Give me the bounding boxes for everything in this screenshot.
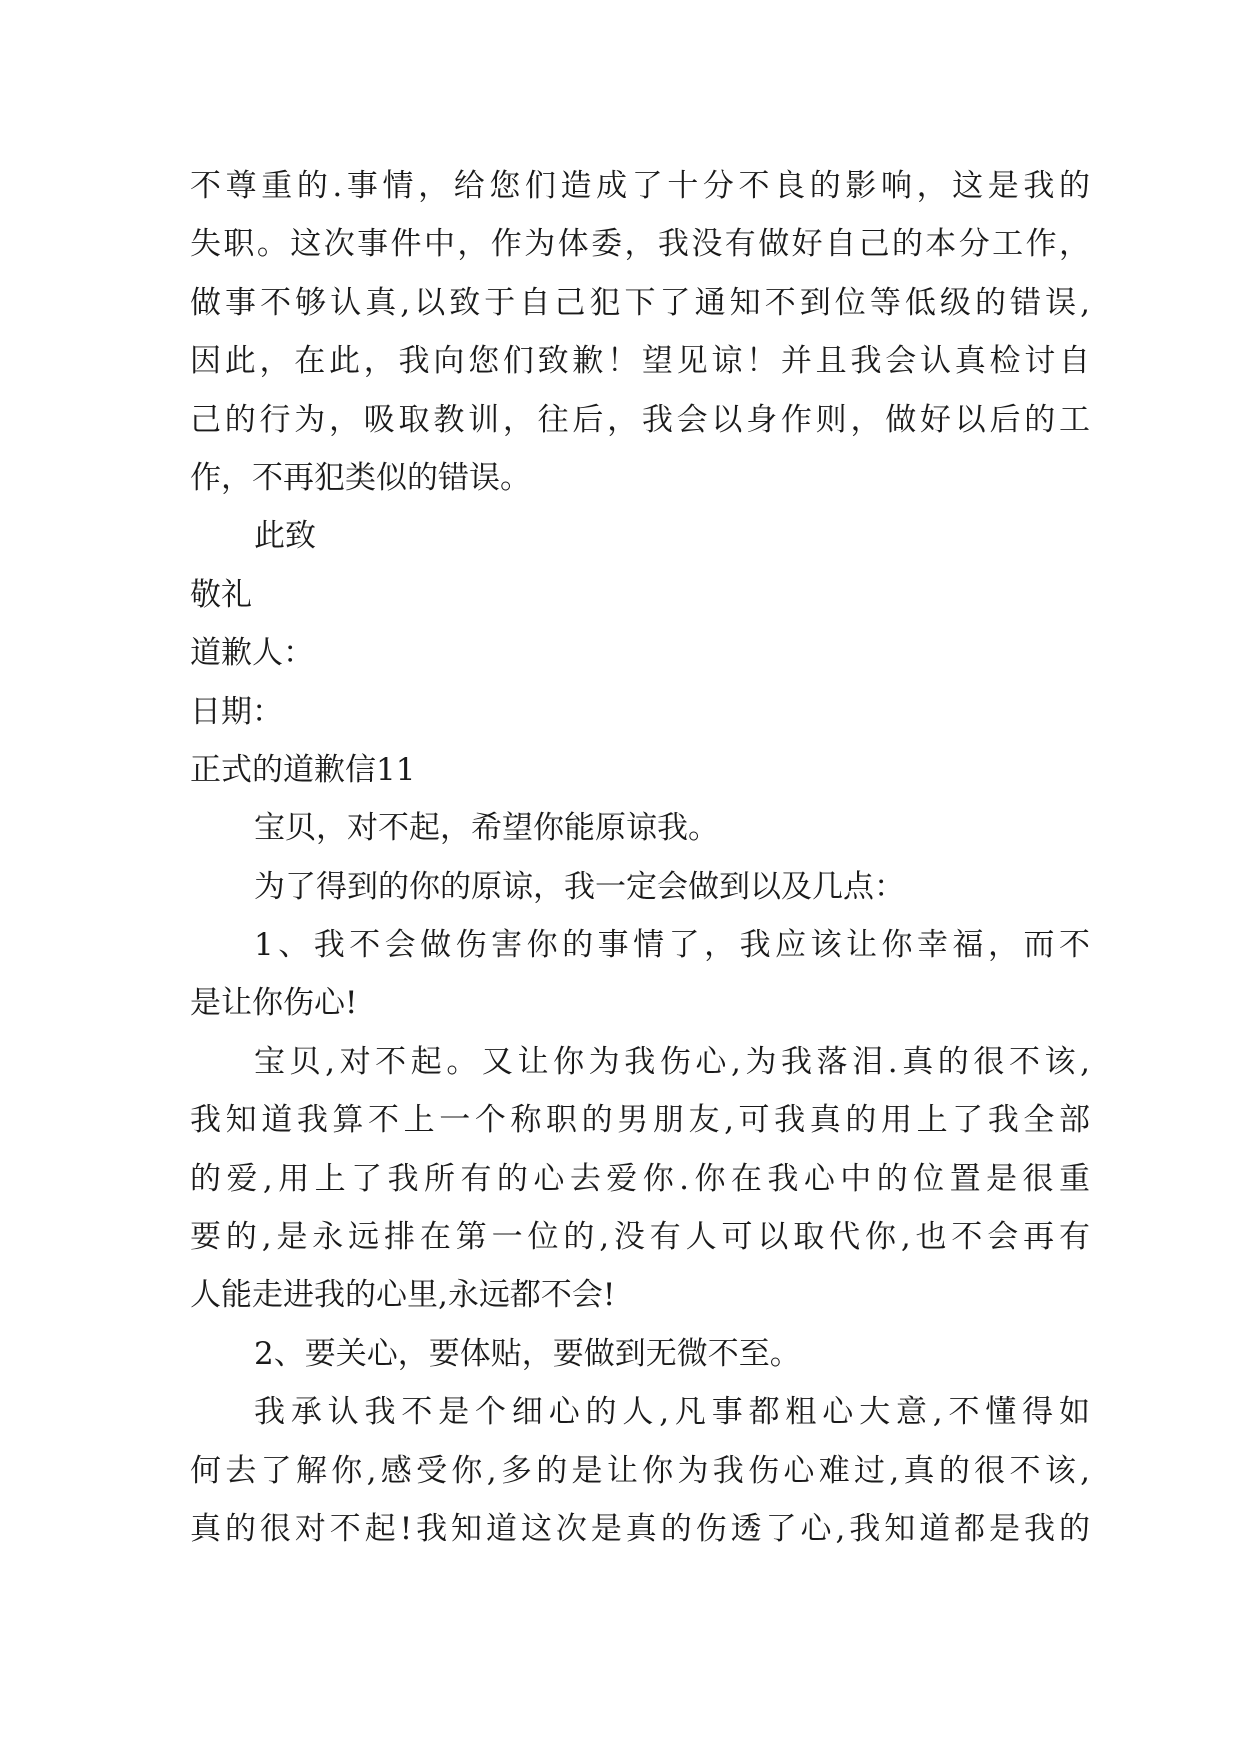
text-line: 是让你伤心! bbox=[190, 985, 358, 1022]
text-line: 因此，在此，我向您们致歉！望见谅！并且我会认真检讨自 bbox=[190, 343, 1090, 380]
text-line: 真的很对不起!我知道这次是真的伤透了心,我知道都是我的 bbox=[190, 1510, 1090, 1547]
section-title: 正式的道歉信11 bbox=[190, 751, 416, 788]
date-label: 日期： bbox=[190, 693, 283, 730]
text-line: 要的,是永远排在第一位的,没有人可以取代你,也不会再有 bbox=[190, 1219, 1090, 1256]
text-line: 我知道我算不上一个称职的男朋友,可我真的用上了我全部 bbox=[190, 1102, 1090, 1139]
list-item-1: 1、我不会做伤害你的事情了，我应该让你幸福，而不 bbox=[254, 927, 1090, 964]
text-line: 何去了解你,感受你,多的是让你为我伤心难过,真的很不该, bbox=[190, 1452, 1090, 1489]
text-line: 的爱,用上了我所有的心去爱你.你在我心中的位置是很重 bbox=[190, 1160, 1090, 1197]
text-line: 失职。这次事件中，作为体委，我没有做好自己的本分工作， bbox=[190, 226, 1090, 263]
text-line: 我承认我不是个细心的人,凡事都粗心大意,不懂得如 bbox=[254, 1394, 1090, 1431]
list-item-2: 2、要关心，要体贴，要做到无微不至。 bbox=[254, 1335, 801, 1372]
closing-salutation: 此致 bbox=[254, 518, 316, 555]
text-line: 作，不再犯类似的错误。 bbox=[190, 459, 531, 496]
text-line: 不尊重的.事情，给您们造成了十分不良的影响，这是我的 bbox=[190, 168, 1090, 204]
letter-body bbox=[190, 157, 1090, 1558]
text-line: 人能走进我的心里,永远都不会! bbox=[190, 1277, 616, 1314]
text-line: 宝贝，对不起，希望你能原谅我。 bbox=[254, 810, 719, 847]
closing-regards: 敬礼 bbox=[190, 576, 252, 613]
text-line: 做事不够认真,以致于自己犯下了通知不到位等低级的错误, bbox=[190, 284, 1090, 321]
text-line: 己的行为，吸取教训，往后，我会以身作则，做好以后的工 bbox=[190, 401, 1090, 438]
text-line: 宝贝,对不起。又让你为我伤心,为我落泪.真的很不该, bbox=[254, 1043, 1090, 1080]
signer-label: 道歉人： bbox=[190, 635, 314, 672]
text-line: 为了得到的你的原谅，我一定会做到以及几点： bbox=[254, 868, 905, 905]
